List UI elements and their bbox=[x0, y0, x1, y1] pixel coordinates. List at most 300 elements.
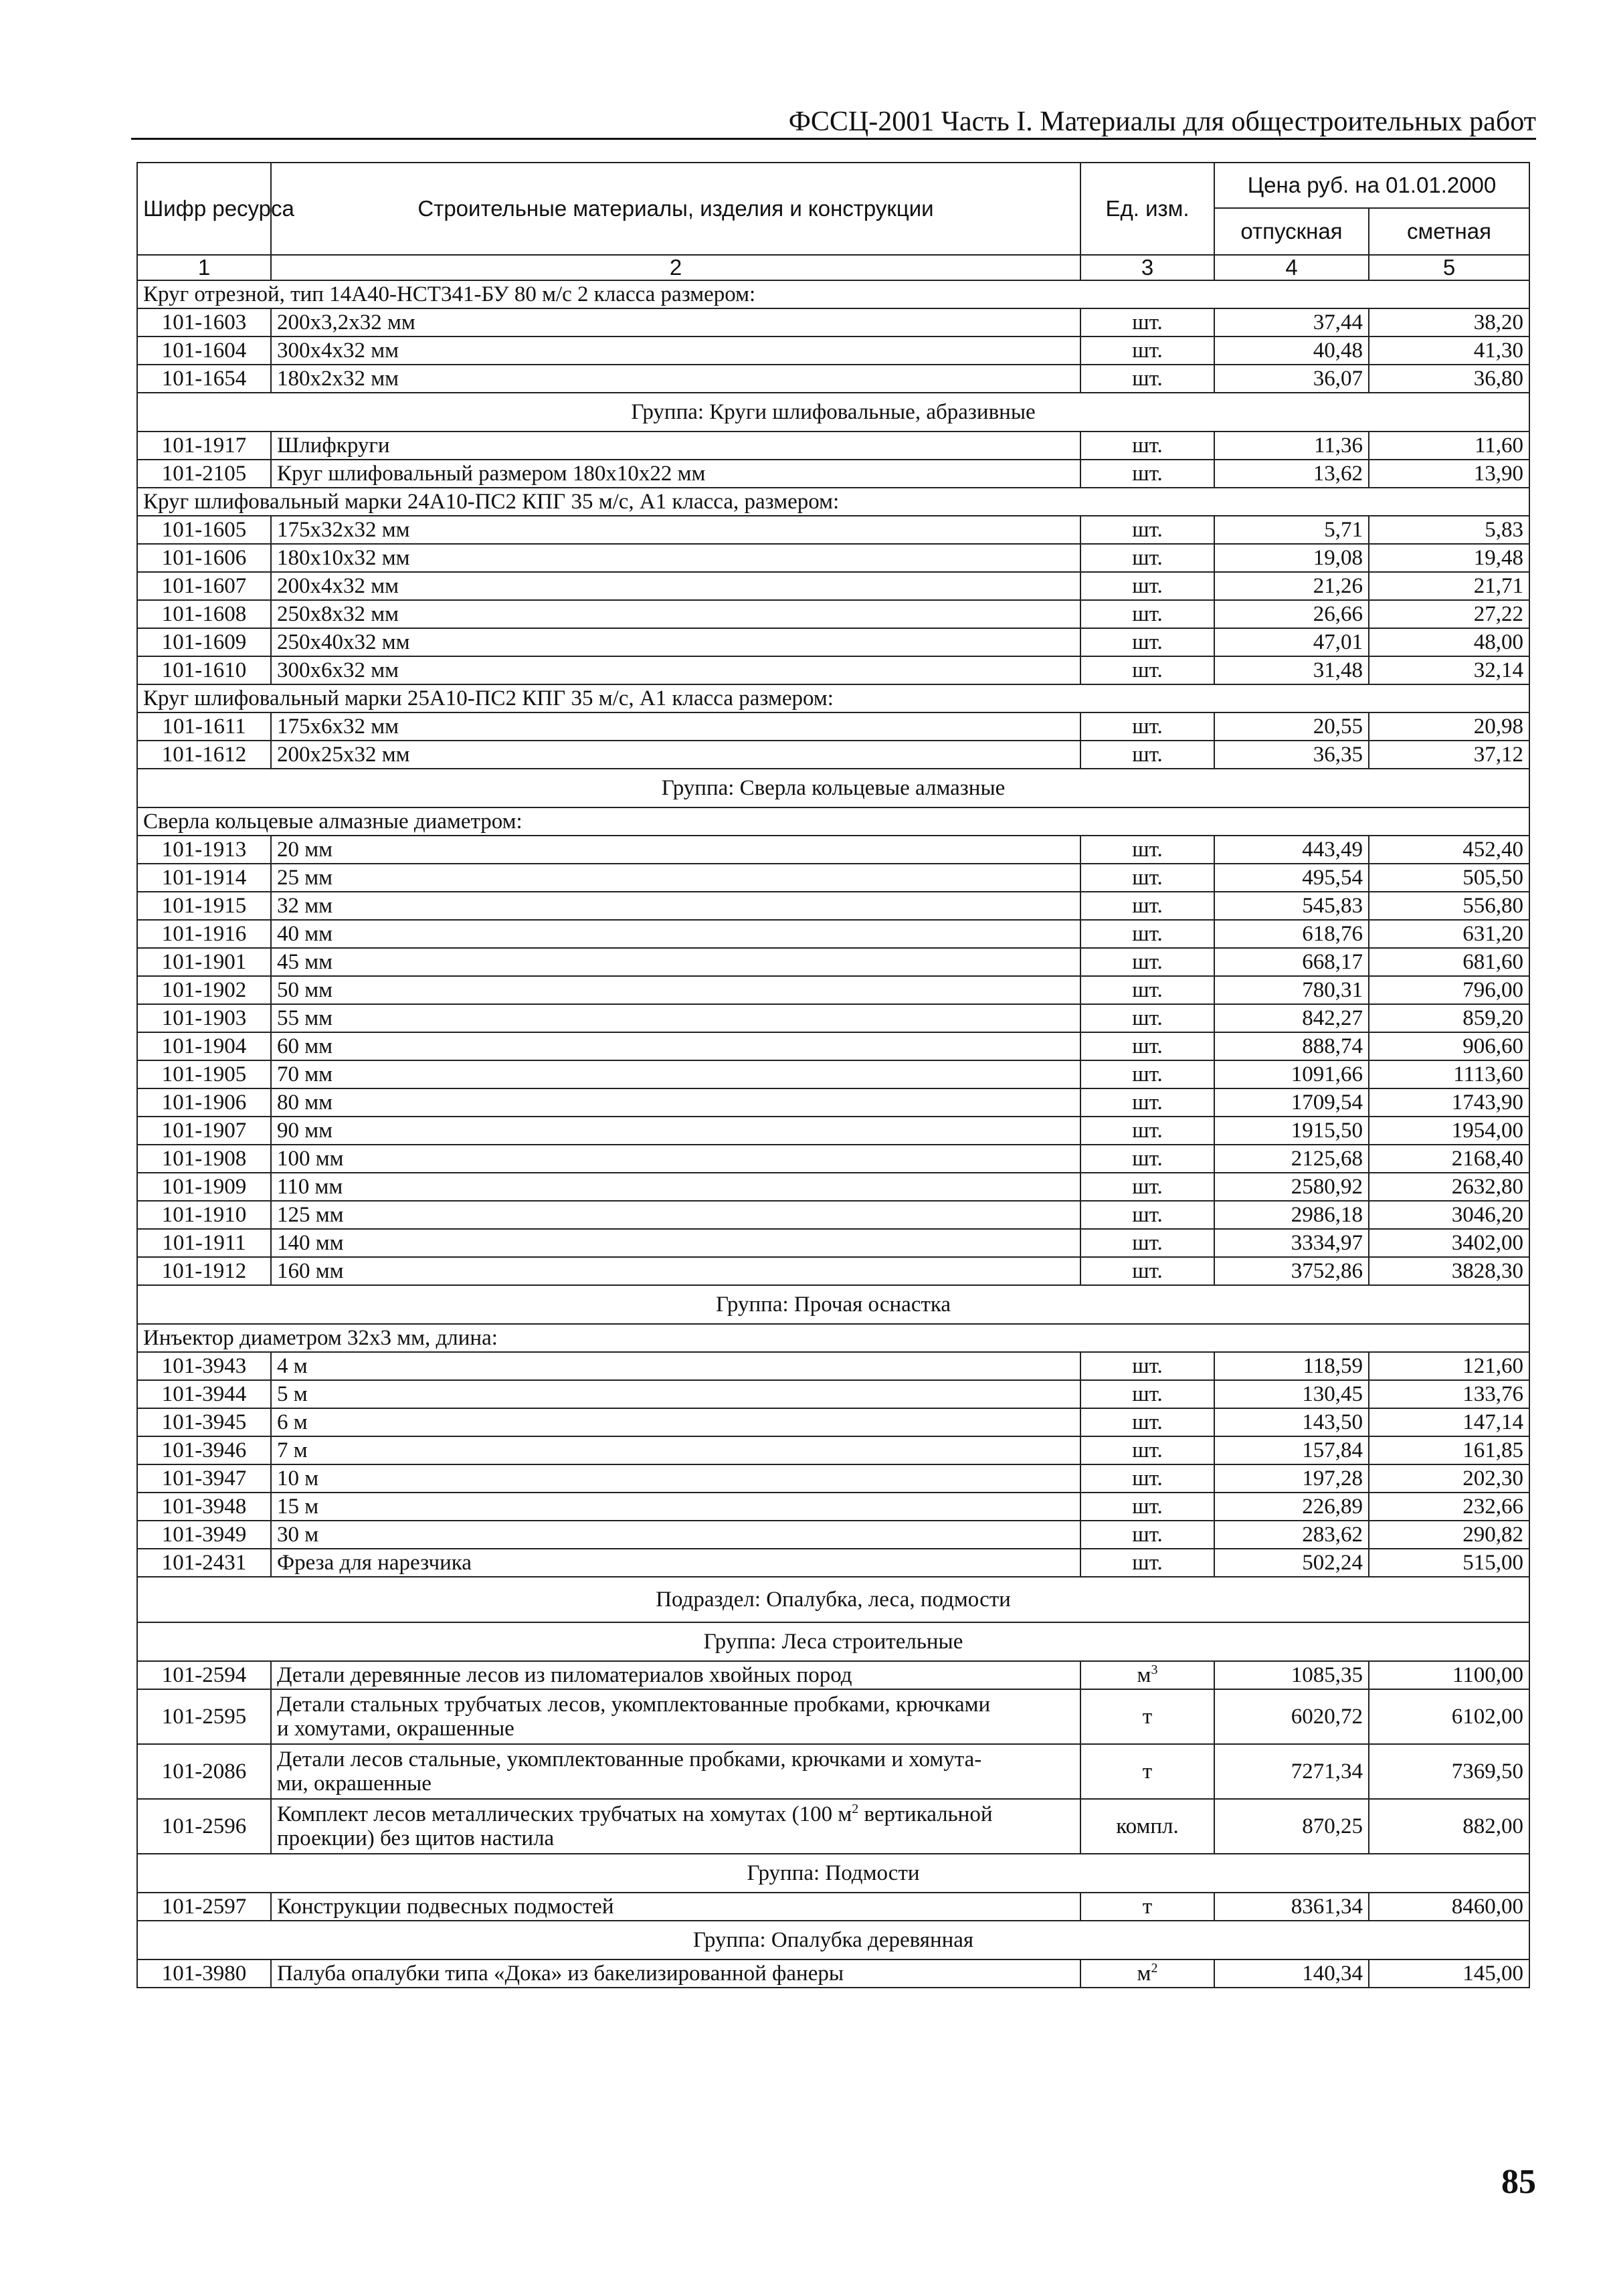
subheading-text: Круг шлифовальный марки 25А10-ПС2 КПГ 35 м/с, А1 класса размером: bbox=[137, 684, 1529, 712]
material-name: 180х10х32 мм bbox=[271, 544, 1080, 572]
unit-of-measure bbox=[1080, 1201, 1214, 1229]
unit-text: шт. bbox=[1132, 1062, 1163, 1086]
price-estimate: 19,48 bbox=[1369, 544, 1529, 572]
unit-text: шт. bbox=[1132, 546, 1163, 570]
material-name: 7 м bbox=[271, 1436, 1080, 1464]
price-estimate: 147,14 bbox=[1369, 1408, 1529, 1436]
table-row bbox=[137, 1661, 1529, 1689]
price-release: 197,28 bbox=[1214, 1464, 1369, 1493]
unit-of-measure bbox=[1080, 1060, 1214, 1088]
table-row bbox=[137, 1380, 1529, 1408]
price-release: 668,17 bbox=[1214, 948, 1369, 976]
column-number: 4 bbox=[1214, 255, 1369, 280]
price-estimate: 21,71 bbox=[1369, 572, 1529, 600]
price-release: 31,48 bbox=[1214, 656, 1369, 684]
table-row bbox=[137, 1032, 1529, 1060]
table-row bbox=[137, 628, 1529, 656]
price-estimate: 452,40 bbox=[1369, 836, 1529, 864]
material-name: Шлифкруги bbox=[271, 432, 1080, 460]
table-row bbox=[137, 920, 1529, 948]
table-row bbox=[137, 460, 1529, 488]
price-estimate: 1113,60 bbox=[1369, 1060, 1529, 1088]
unit-of-measure bbox=[1080, 1032, 1214, 1060]
price-estimate: 232,66 bbox=[1369, 1493, 1529, 1521]
materials-price-table bbox=[136, 162, 1530, 1988]
unit-text: шт. bbox=[1132, 1034, 1163, 1058]
unit-of-measure bbox=[1080, 1229, 1214, 1257]
unit-of-measure bbox=[1080, 741, 1214, 769]
column-number: 5 bbox=[1369, 255, 1529, 280]
table-row bbox=[137, 1201, 1529, 1229]
material-name: 110 мм bbox=[271, 1173, 1080, 1201]
header-unit: Ед. изм. bbox=[1080, 163, 1214, 255]
resource-code: 101-1901 bbox=[137, 948, 271, 976]
material-name: Конструкции подвесных подмостей bbox=[271, 1893, 1080, 1921]
unit-text: шт. bbox=[1132, 1382, 1163, 1406]
resource-code: 101-3947 bbox=[137, 1464, 271, 1493]
material-name bbox=[271, 1689, 1080, 1744]
price-release: 20,55 bbox=[1214, 712, 1369, 741]
resource-code: 101-1915 bbox=[137, 892, 271, 920]
table-row bbox=[137, 1173, 1529, 1201]
unit-of-measure bbox=[1080, 628, 1214, 656]
material-name: 32 мм bbox=[271, 892, 1080, 920]
price-release: 47,01 bbox=[1214, 628, 1369, 656]
resource-code: 101-2431 bbox=[137, 1549, 271, 1577]
unit-of-measure bbox=[1080, 1088, 1214, 1117]
unit-of-measure bbox=[1080, 1464, 1214, 1493]
unit-text: т bbox=[1142, 1759, 1153, 1784]
group-heading-row bbox=[137, 1285, 1529, 1324]
price-estimate: 133,76 bbox=[1369, 1380, 1529, 1408]
unit-of-measure bbox=[1080, 1689, 1214, 1744]
unit-text: шт. bbox=[1132, 894, 1163, 918]
price-release: 443,49 bbox=[1214, 836, 1369, 864]
resource-code: 101-2086 bbox=[137, 1744, 271, 1799]
price-estimate: 38,20 bbox=[1369, 308, 1529, 337]
price-release: 6020,72 bbox=[1214, 1689, 1369, 1744]
price-release: 888,74 bbox=[1214, 1032, 1369, 1060]
table-row bbox=[137, 1959, 1529, 1988]
table-row bbox=[137, 1145, 1529, 1173]
material-name: 100 мм bbox=[271, 1145, 1080, 1173]
unit-text: шт. bbox=[1132, 1551, 1163, 1575]
section-heading: Подраздел: Опалубка, леса, подмости bbox=[137, 1577, 1529, 1622]
unit-text: шт. bbox=[1132, 1523, 1163, 1547]
material-name: 175х6х32 мм bbox=[271, 712, 1080, 741]
unit-text: шт. bbox=[1132, 1466, 1163, 1491]
material-name: 50 мм bbox=[271, 976, 1080, 1004]
unit-of-measure bbox=[1080, 892, 1214, 920]
price-release: 495,54 bbox=[1214, 864, 1369, 892]
unit-of-measure bbox=[1080, 1521, 1214, 1549]
unit-text: т bbox=[1142, 1705, 1153, 1729]
price-estimate: 20,98 bbox=[1369, 712, 1529, 741]
page-number: 85 bbox=[1501, 2163, 1536, 2201]
material-name-line1: Комплект лесов металлических трубчатых на хомутах (100 м bbox=[277, 1802, 852, 1826]
table-row bbox=[137, 1088, 1529, 1117]
price-estimate: 202,30 bbox=[1369, 1464, 1529, 1493]
material-name: Круг шлифовальный размером 180х10х22 мм bbox=[271, 460, 1080, 488]
material-name: 4 м bbox=[271, 1352, 1080, 1380]
price-release: 26,66 bbox=[1214, 600, 1369, 628]
unit-of-measure bbox=[1080, 1436, 1214, 1464]
material-name: 200х3,2х32 мм bbox=[271, 308, 1080, 337]
material-name: 45 мм bbox=[271, 948, 1080, 976]
unit-of-measure bbox=[1080, 656, 1214, 684]
table-row bbox=[137, 1689, 1529, 1744]
price-estimate: 2632,80 bbox=[1369, 1173, 1529, 1201]
resource-code: 101-1607 bbox=[137, 572, 271, 600]
resource-code: 101-3980 bbox=[137, 1959, 271, 1988]
price-release: 1709,54 bbox=[1214, 1088, 1369, 1117]
price-release: 118,59 bbox=[1214, 1352, 1369, 1380]
price-release: 21,26 bbox=[1214, 572, 1369, 600]
table-row bbox=[137, 948, 1529, 976]
unit-text: шт. bbox=[1132, 1259, 1163, 1283]
price-estimate: 13,90 bbox=[1369, 460, 1529, 488]
price-release: 8361,34 bbox=[1214, 1893, 1369, 1921]
unit-text: шт. bbox=[1132, 1438, 1163, 1462]
unit-of-measure bbox=[1080, 1799, 1214, 1854]
resource-code: 101-1905 bbox=[137, 1060, 271, 1088]
superscript: 2 bbox=[852, 1802, 859, 1816]
section-heading-row bbox=[137, 1577, 1529, 1622]
resource-code: 101-1611 bbox=[137, 712, 271, 741]
resource-code: 101-2594 bbox=[137, 1661, 271, 1689]
material-name: 140 мм bbox=[271, 1229, 1080, 1257]
price-release: 7271,34 bbox=[1214, 1744, 1369, 1799]
price-estimate: 859,20 bbox=[1369, 1004, 1529, 1032]
unit-superscript: 3 bbox=[1151, 1662, 1158, 1677]
unit-of-measure bbox=[1080, 1549, 1214, 1577]
resource-code: 101-2105 bbox=[137, 460, 271, 488]
price-estimate: 3046,20 bbox=[1369, 1201, 1529, 1229]
table-row bbox=[137, 1408, 1529, 1436]
price-estimate: 5,83 bbox=[1369, 516, 1529, 544]
unit-text: шт. bbox=[1132, 434, 1163, 458]
unit-of-measure bbox=[1080, 1744, 1214, 1799]
resource-code: 101-1606 bbox=[137, 544, 271, 572]
unit-of-measure bbox=[1080, 544, 1214, 572]
table-row bbox=[137, 836, 1529, 864]
unit-of-measure bbox=[1080, 1145, 1214, 1173]
price-estimate: 882,00 bbox=[1369, 1799, 1529, 1854]
table-row bbox=[137, 1004, 1529, 1032]
material-name: 60 мм bbox=[271, 1032, 1080, 1060]
price-release: 1085,35 bbox=[1214, 1661, 1369, 1689]
table-row bbox=[137, 1117, 1529, 1145]
unit-of-measure bbox=[1080, 308, 1214, 337]
price-estimate: 290,82 bbox=[1369, 1521, 1529, 1549]
column-number: 2 bbox=[271, 255, 1080, 280]
group-heading-row bbox=[137, 1622, 1529, 1661]
material-name: 200х4х32 мм bbox=[271, 572, 1080, 600]
price-estimate: 48,00 bbox=[1369, 628, 1529, 656]
unit-of-measure bbox=[1080, 864, 1214, 892]
unit-of-measure bbox=[1080, 976, 1214, 1004]
group-heading-row bbox=[137, 769, 1529, 807]
price-estimate: 1100,00 bbox=[1369, 1661, 1529, 1689]
resource-code: 101-3949 bbox=[137, 1521, 271, 1549]
material-name: 160 мм bbox=[271, 1257, 1080, 1285]
group-heading-row bbox=[137, 1854, 1529, 1893]
unit-text: шт. bbox=[1132, 1006, 1163, 1030]
unit-text: шт. bbox=[1132, 462, 1163, 486]
price-release: 3334,97 bbox=[1214, 1229, 1369, 1257]
price-release: 157,84 bbox=[1214, 1436, 1369, 1464]
price-estimate: 2168,40 bbox=[1369, 1145, 1529, 1173]
table-row bbox=[137, 892, 1529, 920]
price-release: 502,24 bbox=[1214, 1549, 1369, 1577]
price-release: 13,62 bbox=[1214, 460, 1369, 488]
unit-text: м bbox=[1137, 1663, 1151, 1687]
table-row bbox=[137, 432, 1529, 460]
table-row bbox=[137, 1229, 1529, 1257]
unit-of-measure bbox=[1080, 1117, 1214, 1145]
price-release: 5,71 bbox=[1214, 516, 1369, 544]
resource-code: 101-1610 bbox=[137, 656, 271, 684]
unit-text: шт. bbox=[1132, 1410, 1163, 1434]
resource-code: 101-1609 bbox=[137, 628, 271, 656]
material-name: 80 мм bbox=[271, 1088, 1080, 1117]
price-estimate: 36,80 bbox=[1369, 365, 1529, 393]
unit-of-measure bbox=[1080, 1959, 1214, 1988]
material-name-line1: Детали стальных трубчатых лесов, укомплектованные пробками, крючками bbox=[277, 1693, 991, 1717]
resource-code: 101-1912 bbox=[137, 1257, 271, 1285]
unit-text: шт. bbox=[1132, 714, 1163, 739]
table-row bbox=[137, 337, 1529, 365]
price-release: 143,50 bbox=[1214, 1408, 1369, 1436]
table-row bbox=[137, 741, 1529, 769]
resource-code: 101-2595 bbox=[137, 1689, 271, 1744]
price-release: 36,35 bbox=[1214, 741, 1369, 769]
price-release: 283,62 bbox=[1214, 1521, 1369, 1549]
table-row bbox=[137, 976, 1529, 1004]
price-estimate: 32,14 bbox=[1369, 656, 1529, 684]
price-release: 2580,92 bbox=[1214, 1173, 1369, 1201]
material-name: 25 мм bbox=[271, 864, 1080, 892]
material-name: 6 м bbox=[271, 1408, 1080, 1436]
column-number: 1 bbox=[137, 255, 271, 280]
table-row bbox=[137, 1521, 1529, 1549]
resource-code: 101-1904 bbox=[137, 1032, 271, 1060]
resource-code: 101-3945 bbox=[137, 1408, 271, 1436]
material-name: 30 м bbox=[271, 1521, 1080, 1549]
resource-code: 101-1911 bbox=[137, 1229, 271, 1257]
resource-code: 101-2596 bbox=[137, 1799, 271, 1854]
table-row bbox=[137, 365, 1529, 393]
unit-text: шт. bbox=[1132, 310, 1163, 334]
material-name: 250х8х32 мм bbox=[271, 600, 1080, 628]
unit-of-measure bbox=[1080, 1661, 1214, 1689]
unit-of-measure bbox=[1080, 1173, 1214, 1201]
price-release: 226,89 bbox=[1214, 1493, 1369, 1521]
price-estimate: 3402,00 bbox=[1369, 1229, 1529, 1257]
subheading-text: Круг шлифовальный марки 24А10-ПС2 КПГ 35 м/с, А1 класса, размером: bbox=[137, 488, 1529, 516]
unit-text: компл. bbox=[1116, 1814, 1179, 1838]
material-name: 300х6х32 мм bbox=[271, 656, 1080, 684]
unit-text: шт. bbox=[1132, 630, 1163, 654]
material-name: 300х4х32 мм bbox=[271, 337, 1080, 365]
resource-code: 101-2597 bbox=[137, 1893, 271, 1921]
unit-of-measure bbox=[1080, 1257, 1214, 1285]
unit-text: шт. bbox=[1132, 574, 1163, 598]
unit-of-measure bbox=[1080, 432, 1214, 460]
price-estimate: 1954,00 bbox=[1369, 1117, 1529, 1145]
unit-of-measure bbox=[1080, 1493, 1214, 1521]
table-row bbox=[137, 656, 1529, 684]
table-row bbox=[137, 308, 1529, 337]
resource-code: 101-1917 bbox=[137, 432, 271, 460]
unit-text: шт. bbox=[1132, 1495, 1163, 1519]
unit-text: шт. bbox=[1132, 1354, 1163, 1378]
price-estimate: 906,60 bbox=[1369, 1032, 1529, 1060]
resource-code: 101-3946 bbox=[137, 1436, 271, 1464]
price-release: 1091,66 bbox=[1214, 1060, 1369, 1088]
resource-code: 101-1903 bbox=[137, 1004, 271, 1032]
unit-of-measure bbox=[1080, 948, 1214, 976]
table-row bbox=[137, 1493, 1529, 1521]
price-estimate: 8460,00 bbox=[1369, 1893, 1529, 1921]
resource-code: 101-3944 bbox=[137, 1380, 271, 1408]
unit-of-measure bbox=[1080, 600, 1214, 628]
resource-code: 101-1902 bbox=[137, 976, 271, 1004]
material-name: 175х32х32 мм bbox=[271, 516, 1080, 544]
material-name-line2: ми, окрашенные bbox=[277, 1772, 432, 1796]
unit-text: шт. bbox=[1132, 950, 1163, 974]
resource-code: 101-1603 bbox=[137, 308, 271, 337]
resource-code: 101-3943 bbox=[137, 1352, 271, 1380]
table-row bbox=[137, 1352, 1529, 1380]
resource-code: 101-1910 bbox=[137, 1201, 271, 1229]
price-release: 545,83 bbox=[1214, 892, 1369, 920]
material-name-line2: и хомутами, окрашенные bbox=[277, 1717, 514, 1741]
table-row bbox=[137, 1744, 1529, 1799]
price-release: 3752,86 bbox=[1214, 1257, 1369, 1285]
material-name: 250х40х32 мм bbox=[271, 628, 1080, 656]
table-row bbox=[137, 600, 1529, 628]
material-name: 55 мм bbox=[271, 1004, 1080, 1032]
material-name-line2: проекции) без щитов настила bbox=[277, 1826, 555, 1850]
unit-text: шт. bbox=[1132, 1175, 1163, 1199]
unit-text: шт. bbox=[1132, 1090, 1163, 1115]
resource-code: 101-1913 bbox=[137, 836, 271, 864]
unit-of-measure bbox=[1080, 1352, 1214, 1380]
price-release: 842,27 bbox=[1214, 1004, 1369, 1032]
resource-code: 101-1907 bbox=[137, 1117, 271, 1145]
material-name bbox=[271, 1799, 1080, 1854]
header-rule bbox=[131, 138, 1536, 140]
group-heading-row bbox=[137, 393, 1529, 432]
unit-text: шт. bbox=[1132, 866, 1163, 890]
resource-code: 101-1909 bbox=[137, 1173, 271, 1201]
unit-text: шт. bbox=[1132, 658, 1163, 682]
table-row bbox=[137, 516, 1529, 544]
price-release: 130,45 bbox=[1214, 1380, 1369, 1408]
unit-text: шт. bbox=[1132, 1119, 1163, 1143]
price-estimate: 505,50 bbox=[1369, 864, 1529, 892]
unit-of-measure bbox=[1080, 712, 1214, 741]
price-estimate: 145,00 bbox=[1369, 1959, 1529, 1988]
header-price-release: отпускная bbox=[1214, 208, 1369, 255]
unit-of-measure bbox=[1080, 836, 1214, 864]
subheading-row bbox=[137, 280, 1529, 308]
material-name: 20 мм bbox=[271, 836, 1080, 864]
material-name: Палуба опалубки типа «Дока» из бакелизированной фанеры bbox=[271, 1959, 1080, 1988]
price-estimate: 41,30 bbox=[1369, 337, 1529, 365]
header-name: Строительные материалы, изделия и конструкции bbox=[271, 163, 1080, 255]
group-heading: Группа: Опалубка деревянная bbox=[137, 1921, 1529, 1959]
price-estimate: 1743,90 bbox=[1369, 1088, 1529, 1117]
unit-text: шт. bbox=[1132, 743, 1163, 767]
price-estimate: 631,20 bbox=[1369, 920, 1529, 948]
group-heading: Группа: Круги шлифовальные, абразивные bbox=[137, 393, 1529, 432]
running-header: ФССЦ-2001 Часть I. Материалы для общестроительных работ bbox=[788, 106, 1536, 137]
unit-text: шт. bbox=[1132, 1231, 1163, 1255]
subheading-text: Сверла кольцевые алмазные диаметром: bbox=[137, 807, 1529, 836]
table-row bbox=[137, 712, 1529, 741]
unit-text: шт. bbox=[1132, 1147, 1163, 1171]
table-row bbox=[137, 1257, 1529, 1285]
unit-text: шт. bbox=[1132, 339, 1163, 363]
table-row bbox=[137, 864, 1529, 892]
table-row bbox=[137, 572, 1529, 600]
material-name: 15 м bbox=[271, 1493, 1080, 1521]
table-row bbox=[137, 1060, 1529, 1088]
price-release: 11,36 bbox=[1214, 432, 1369, 460]
material-name bbox=[271, 1744, 1080, 1799]
subheading-row bbox=[137, 684, 1529, 712]
price-release: 870,25 bbox=[1214, 1799, 1369, 1854]
unit-text: шт. bbox=[1132, 838, 1163, 862]
resource-code: 101-1612 bbox=[137, 741, 271, 769]
group-heading: Группа: Леса строительные bbox=[137, 1622, 1529, 1661]
price-estimate: 11,60 bbox=[1369, 432, 1529, 460]
table-row bbox=[137, 1799, 1529, 1854]
resource-code: 101-1914 bbox=[137, 864, 271, 892]
price-estimate: 515,00 bbox=[1369, 1549, 1529, 1577]
unit-text: шт. bbox=[1132, 602, 1163, 626]
unit-text: м bbox=[1137, 1962, 1151, 1986]
group-heading-row bbox=[137, 1921, 1529, 1959]
group-heading: Группа: Сверла кольцевые алмазные bbox=[137, 769, 1529, 807]
material-name: 5 м bbox=[271, 1380, 1080, 1408]
material-name: Детали деревянные лесов из пиломатериалов хвойных пород bbox=[271, 1661, 1080, 1689]
table-row bbox=[137, 1549, 1529, 1577]
material-name: 70 мм bbox=[271, 1060, 1080, 1088]
unit-text: т bbox=[1142, 1895, 1153, 1919]
resource-code: 101-1906 bbox=[137, 1088, 271, 1117]
material-name: 200х25х32 мм bbox=[271, 741, 1080, 769]
price-release: 19,08 bbox=[1214, 544, 1369, 572]
resource-code: 101-1654 bbox=[137, 365, 271, 393]
price-release: 2986,18 bbox=[1214, 1201, 1369, 1229]
table-row bbox=[137, 1893, 1529, 1921]
material-name: 40 мм bbox=[271, 920, 1080, 948]
unit-text: шт. bbox=[1132, 1203, 1163, 1227]
price-estimate: 7369,50 bbox=[1369, 1744, 1529, 1799]
price-release: 780,31 bbox=[1214, 976, 1369, 1004]
price-estimate: 37,12 bbox=[1369, 741, 1529, 769]
price-estimate: 681,60 bbox=[1369, 948, 1529, 976]
unit-of-measure bbox=[1080, 365, 1214, 393]
subheading-row bbox=[137, 1324, 1529, 1352]
price-release: 36,07 bbox=[1214, 365, 1369, 393]
price-release: 37,44 bbox=[1214, 308, 1369, 337]
unit-of-measure bbox=[1080, 516, 1214, 544]
unit-of-measure bbox=[1080, 460, 1214, 488]
